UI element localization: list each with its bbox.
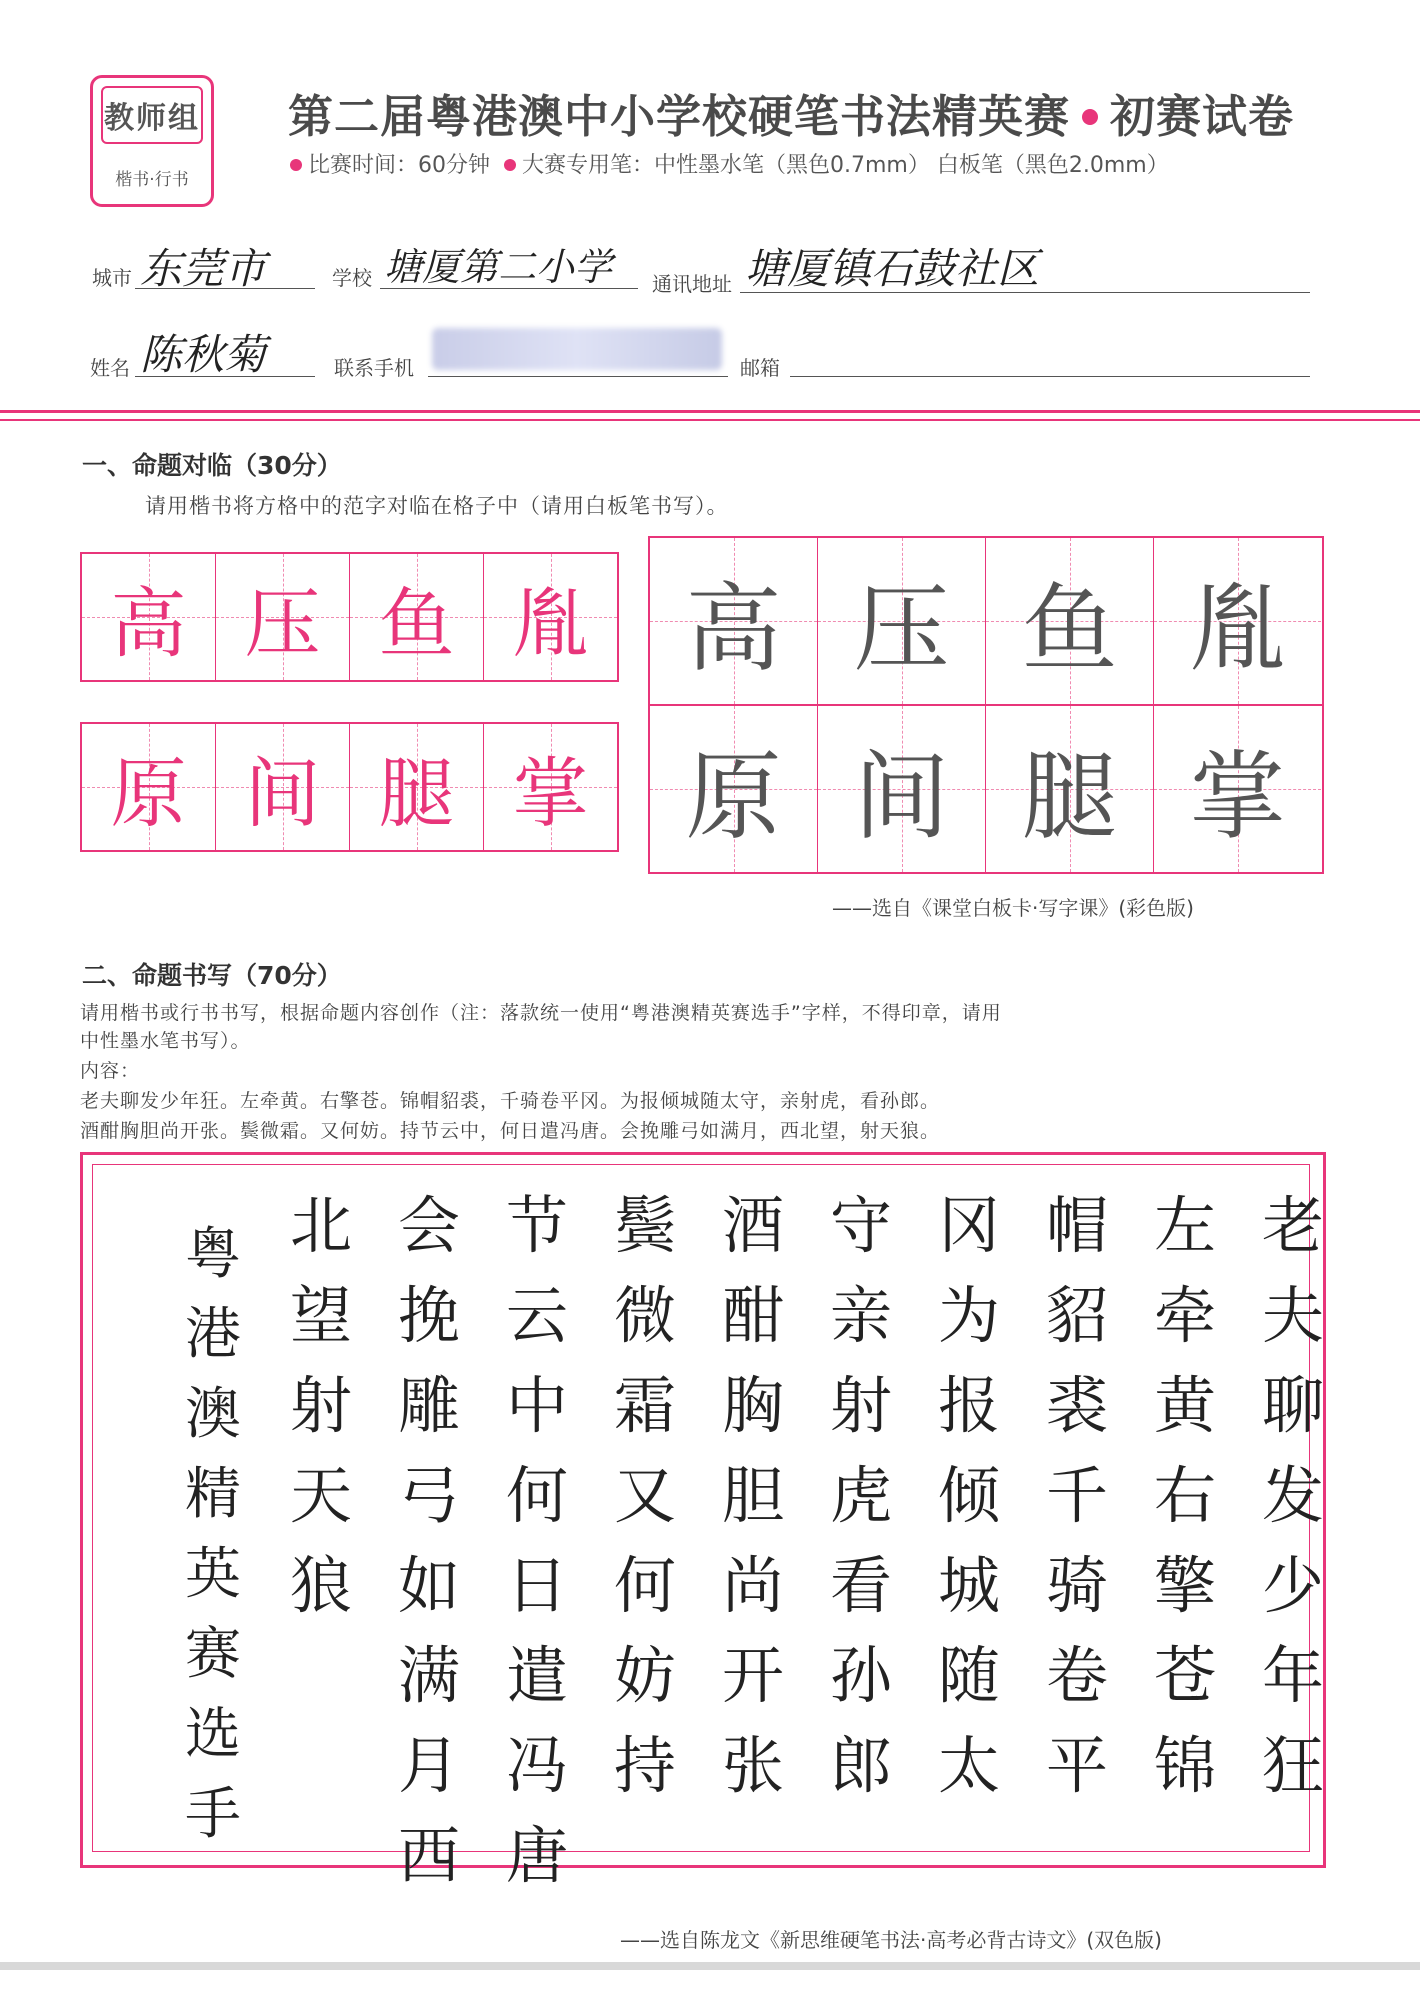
handwritten-char: 守 bbox=[829, 1189, 892, 1262]
handwritten-char: 胆 bbox=[721, 1459, 784, 1532]
handwritten-char: 右 bbox=[1153, 1459, 1216, 1532]
handwritten-char: 弓 bbox=[397, 1459, 460, 1532]
phone-label: 联系手机 bbox=[334, 356, 414, 380]
handwritten-char: 虎 bbox=[829, 1459, 892, 1532]
handwritten-char: 何 bbox=[613, 1549, 676, 1622]
handwritten-char: 射 bbox=[289, 1369, 352, 1442]
handwritten-char: 射 bbox=[829, 1369, 892, 1442]
content-line1: 老夫聊发少年狂。左牵黄。右擎苍。锦帽貂裘，千骑卷平冈。为报倾城随太守，亲射虎，看孙郎。 bbox=[80, 1090, 941, 1112]
handwritten-char: 左 bbox=[1153, 1189, 1216, 1262]
name-label: 姓名 bbox=[90, 356, 130, 380]
handwritten-char: 港 bbox=[185, 1302, 241, 1367]
handwritten-char: 霜 bbox=[613, 1369, 676, 1442]
handwritten-char: 千 bbox=[1045, 1459, 1108, 1532]
handwritten-char: 开 bbox=[721, 1639, 784, 1712]
model-char: 鱼 bbox=[1021, 572, 1118, 685]
copied-char: 掌 bbox=[512, 748, 589, 838]
page-bottom-edge bbox=[0, 1962, 1420, 1970]
handwritten-char: 天 bbox=[289, 1459, 352, 1532]
handwritten-char: 鬓 bbox=[613, 1189, 676, 1262]
handwritten-char: 西 bbox=[397, 1819, 460, 1892]
handwritten-char: 雕 bbox=[397, 1369, 460, 1442]
poem-column bbox=[811, 1181, 911, 1811]
section1-heading: 一、命题对临（30分） bbox=[82, 451, 342, 480]
phone-value-redacted bbox=[432, 328, 722, 370]
handwritten-char: 日 bbox=[505, 1549, 568, 1622]
handwritten-char: 黄 bbox=[1153, 1369, 1216, 1442]
handwritten-char: 狼 bbox=[289, 1549, 352, 1622]
copied-char: 原 bbox=[110, 748, 187, 838]
section2-instruction-line2: 中性墨水笔书写）。 bbox=[80, 1030, 251, 1052]
handwritten-char: 冯 bbox=[505, 1729, 568, 1802]
handwritten-char: 倾 bbox=[937, 1459, 1000, 1532]
handwritten-char: 如 bbox=[397, 1549, 460, 1622]
copied-char: 压 bbox=[244, 578, 321, 668]
name-value[interactable]: 陈秋菊 bbox=[140, 330, 267, 379]
grid-cell bbox=[817, 706, 985, 872]
divider-line bbox=[0, 410, 1420, 413]
address-label: 通讯地址 bbox=[652, 272, 732, 296]
section2-instruction-line1: 请用楷书或行书书写，根据命题内容创作（注：落款统一使用“粤港澳精英赛选手”字样，不得印章，请用 bbox=[80, 1002, 1002, 1024]
page-title bbox=[288, 80, 1294, 145]
copied-char: 鱼 bbox=[378, 578, 455, 668]
handwritten-char: 牵 bbox=[1153, 1279, 1216, 1352]
handwritten-char: 云 bbox=[505, 1279, 568, 1352]
section2-credit: ——选自陈龙文《新思维硬笔书法·高考必背古诗文》(双色版) bbox=[620, 1928, 1162, 1952]
model-char: 间 bbox=[853, 740, 950, 853]
grid-cell bbox=[215, 724, 349, 850]
signature-column bbox=[163, 1215, 263, 1855]
handwritten-char: 发 bbox=[1261, 1459, 1324, 1532]
handwritten-char: 持 bbox=[613, 1729, 676, 1802]
handwritten-char: 妨 bbox=[613, 1639, 676, 1712]
content-label: 内容： bbox=[80, 1060, 141, 1082]
group-badge bbox=[90, 75, 214, 207]
poem-column bbox=[271, 1181, 371, 1631]
handwritten-char: 为 bbox=[937, 1279, 1000, 1352]
model-grid-row2 bbox=[650, 704, 1322, 872]
handwritten-char: 看 bbox=[829, 1549, 892, 1622]
handwritten-char: 夫 bbox=[1261, 1279, 1324, 1352]
grid-cell bbox=[349, 724, 483, 850]
grid-cell bbox=[483, 724, 617, 850]
handwritten-char: 酣 bbox=[721, 1279, 784, 1352]
title-main: 第二届粤港澳中小学校硬笔书法精英赛 bbox=[288, 90, 1071, 143]
phone-field-line bbox=[428, 376, 728, 377]
grid-cell bbox=[985, 706, 1153, 872]
model-char: 胤 bbox=[1189, 572, 1286, 685]
handwritten-char: 北 bbox=[289, 1189, 352, 1262]
poem-column bbox=[595, 1181, 695, 1811]
grid-cell bbox=[215, 554, 349, 680]
grid-cell bbox=[650, 706, 817, 872]
school-value[interactable]: 塘厦第二小学 bbox=[384, 245, 613, 289]
handwritten-char: 城 bbox=[937, 1549, 1000, 1622]
handwritten-char: 赛 bbox=[185, 1622, 241, 1687]
poem-column bbox=[487, 1181, 587, 1901]
poem-column bbox=[1135, 1181, 1235, 1811]
city-label: 城市 bbox=[92, 266, 132, 290]
handwritten-char: 苍 bbox=[1153, 1639, 1216, 1712]
handwritten-char: 望 bbox=[289, 1279, 352, 1352]
section2-heading: 二、命题书写（70分） bbox=[82, 961, 342, 990]
grid-cell bbox=[82, 554, 215, 680]
model-char: 掌 bbox=[1189, 740, 1286, 853]
bullet-dot-icon bbox=[290, 159, 302, 171]
model-char: 原 bbox=[685, 740, 782, 853]
bullet-dot-icon bbox=[1082, 109, 1098, 125]
model-grid bbox=[648, 536, 1324, 874]
handwritten-char: 随 bbox=[937, 1639, 1000, 1712]
writing-area bbox=[92, 1164, 1324, 1892]
badge-subtitle: 楷书·行书 bbox=[115, 170, 189, 190]
grid-cell bbox=[1153, 706, 1321, 872]
handwritten-char: 亲 bbox=[829, 1279, 892, 1352]
badge-title: 教师组 bbox=[101, 86, 203, 144]
handwritten-char: 手 bbox=[185, 1782, 241, 1847]
handwritten-char: 擎 bbox=[1153, 1549, 1216, 1622]
handwritten-char: 英 bbox=[185, 1542, 241, 1607]
email-field-line[interactable] bbox=[790, 376, 1310, 377]
handwritten-char: 帽 bbox=[1045, 1189, 1108, 1262]
handwritten-char: 满 bbox=[397, 1639, 460, 1712]
handwritten-char: 精 bbox=[185, 1462, 241, 1527]
handwritten-char: 唐 bbox=[505, 1819, 568, 1892]
section1-instruction: 请用楷书将方格中的范字对临在格子中（请用白板笔书写）。 bbox=[145, 494, 729, 518]
poem-column bbox=[1243, 1181, 1343, 1811]
handwritten-char: 微 bbox=[613, 1279, 676, 1352]
bullet-dot-icon bbox=[504, 159, 516, 171]
handwritten-char: 聊 bbox=[1261, 1369, 1324, 1442]
copied-char: 胤 bbox=[512, 578, 589, 668]
copied-char: 腿 bbox=[378, 748, 455, 838]
handwritten-char: 选 bbox=[185, 1702, 241, 1767]
handwritten-char: 尚 bbox=[721, 1549, 784, 1622]
handwritten-char: 平 bbox=[1045, 1729, 1108, 1802]
handwritten-char: 冈 bbox=[937, 1189, 1000, 1262]
copied-char: 高 bbox=[110, 578, 187, 668]
handwritten-char: 酒 bbox=[721, 1189, 784, 1262]
handwritten-char: 粤 bbox=[185, 1222, 241, 1287]
handwritten-char: 狂 bbox=[1261, 1729, 1324, 1802]
handwritten-char: 澳 bbox=[185, 1382, 241, 1447]
handwritten-char: 貂 bbox=[1045, 1279, 1108, 1352]
handwritten-char: 节 bbox=[505, 1189, 568, 1262]
model-char: 高 bbox=[685, 572, 782, 685]
content-line2: 酒酣胸胆尚开张。鬓微霜。又何妨。持节云中，何日遣冯唐。会挽雕弓如满月，西北望，射天狼。 bbox=[80, 1120, 941, 1142]
copied-char: 间 bbox=[244, 748, 321, 838]
handwritten-char: 遣 bbox=[505, 1639, 568, 1712]
handwritten-char: 郎 bbox=[829, 1729, 892, 1802]
time-info: 比赛时间：60分钟 bbox=[308, 153, 490, 178]
handwritten-char: 月 bbox=[397, 1729, 460, 1802]
grid-cell bbox=[650, 538, 817, 704]
handwritten-char: 卷 bbox=[1045, 1639, 1108, 1712]
school-label: 学校 bbox=[332, 266, 372, 290]
email-label: 邮箱 bbox=[740, 356, 780, 380]
grid-cell bbox=[349, 554, 483, 680]
model-grid-row1 bbox=[650, 538, 1322, 704]
pen-info: 大赛专用笔：中性墨水笔（黑色0.7mm） 白板笔（黑色2.0mm） bbox=[522, 153, 1169, 178]
section1-credit: ——选自《课堂白板卡·写字课》(彩色版) bbox=[832, 896, 1194, 920]
handwritten-char: 报 bbox=[937, 1369, 1000, 1442]
copy-grid-row2 bbox=[80, 722, 619, 852]
grid-cell bbox=[1153, 538, 1321, 704]
exam-info bbox=[290, 148, 1169, 179]
handwritten-char: 老 bbox=[1261, 1189, 1324, 1262]
handwritten-char: 少 bbox=[1261, 1549, 1324, 1622]
poem-column bbox=[379, 1181, 479, 1901]
handwritten-char: 裘 bbox=[1045, 1369, 1108, 1442]
handwritten-char: 胸 bbox=[721, 1369, 784, 1442]
copy-grid-row1 bbox=[80, 552, 619, 682]
grid-cell bbox=[483, 554, 617, 680]
city-value[interactable]: 东莞市 bbox=[140, 244, 267, 293]
address-value[interactable]: 塘厦镇石鼓社区 bbox=[745, 244, 1040, 293]
model-char: 压 bbox=[853, 572, 950, 685]
grid-cell bbox=[82, 724, 215, 850]
handwritten-char: 何 bbox=[505, 1459, 568, 1532]
handwritten-char: 中 bbox=[505, 1369, 568, 1442]
handwritten-char: 张 bbox=[721, 1729, 784, 1802]
poem-column bbox=[1027, 1181, 1127, 1811]
poem-column bbox=[703, 1181, 803, 1811]
poem-column bbox=[919, 1181, 1019, 1811]
grid-cell bbox=[985, 538, 1153, 704]
handwritten-char: 太 bbox=[937, 1729, 1000, 1802]
grid-cell bbox=[817, 538, 985, 704]
handwritten-char: 孙 bbox=[829, 1639, 892, 1712]
model-char: 腿 bbox=[1021, 740, 1118, 853]
handwritten-char: 会 bbox=[397, 1189, 460, 1262]
divider-line bbox=[0, 419, 1420, 421]
handwritten-char: 年 bbox=[1261, 1639, 1324, 1712]
handwritten-char: 又 bbox=[613, 1459, 676, 1532]
title-tail: 初赛试卷 bbox=[1110, 90, 1295, 143]
handwritten-char: 骑 bbox=[1045, 1549, 1108, 1622]
handwritten-char: 锦 bbox=[1153, 1729, 1216, 1802]
handwritten-char: 挽 bbox=[397, 1279, 460, 1352]
